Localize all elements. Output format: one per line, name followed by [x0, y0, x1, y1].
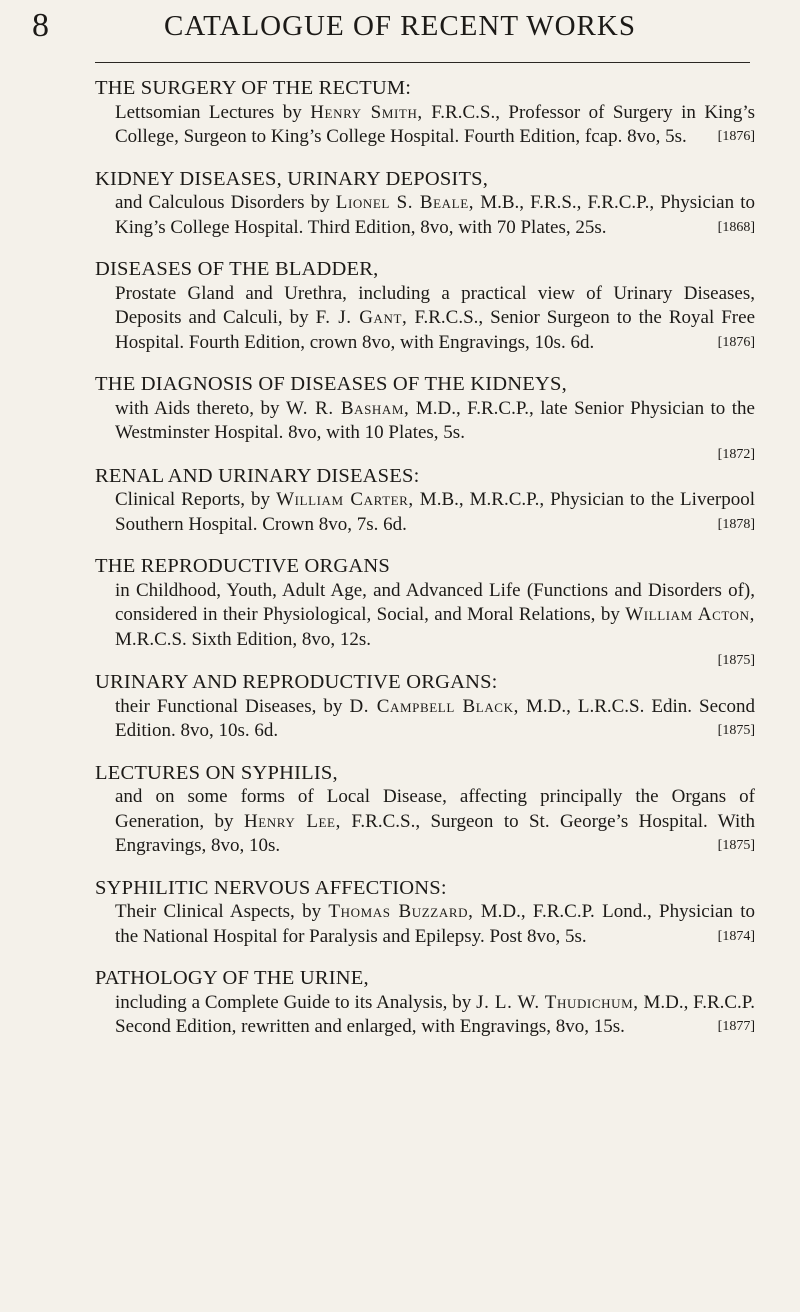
- header-rule: [95, 62, 750, 63]
- entry-text: M.B., F.R.S., F.R.C.P., Physician to King’s College Hospital. Third Edition, 8vo, with 70 Plates, 25s.: [115, 192, 755, 238]
- entry-text: M.R.C.S. Sixth Edition, 8vo, 12s.: [115, 628, 372, 650]
- entry-text: M.D., F.R.C.P. Second Edition, rewritten and enlarged, with Engravings, 8vo, 15s.: [115, 991, 756, 1037]
- entry-year: [1877]: [717, 1019, 755, 1034]
- entry-text: Their Clinical Aspects, by: [115, 901, 329, 922]
- entry-text: Clinical Reports, by: [115, 489, 277, 510]
- entry-year: [1876]: [717, 129, 755, 144]
- entry-description: [95, 900, 755, 949]
- entry-text: M.D., F.R.C.P., late Senior Physician to the Westminster Hospital. 8vo, with 10 Plates, 5s.: [115, 397, 755, 443]
- entry-author: D. Campbell Black,: [349, 695, 519, 717]
- entry-description: [95, 282, 755, 356]
- entry-text: including a Complete Guide to its Analysis, by: [115, 991, 477, 1013]
- entry-description: [95, 397, 755, 446]
- entry-text: and Calculous Disorders by: [115, 192, 336, 213]
- entry-title: SYPHILITIC NERVOUS AFFECTIONS:: [95, 876, 447, 899]
- entry-title: LECTURES ON SYPHILIS,: [95, 761, 338, 784]
- entry-year: [1875]: [717, 653, 755, 668]
- entry-author: J. L. W. Thudichum,: [476, 991, 639, 1013]
- entry-text: in Childhood, Youth, Adult Age, and Advanced Life (Functions and Disorders of), considered in their Physiological, Social, and Moral Relations, by: [115, 579, 755, 625]
- entry-title: THE REPRODUCTIVE ORGANS: [95, 555, 391, 577]
- entry-title: THE SURGERY OF THE RECTUM:: [95, 77, 412, 99]
- entry-text: F.R.C.S., Surgeon to St. George’s Hospital. With Engravings, 8vo, 10s.: [115, 810, 756, 856]
- catalogue-entry: [95, 257, 755, 355]
- entry-text: F.R.C.S., Professor of Surgery in King’s College, Surgeon to King’s College Hospital. Fourth Edition, fcap. 8vo, 5s.: [115, 101, 755, 147]
- catalogue-entry: [95, 966, 755, 1040]
- entry-description: [95, 488, 755, 537]
- catalogue-entries: [95, 76, 755, 1057]
- entry-year: [1875]: [717, 723, 755, 738]
- entry-text: and on some forms of Local Disease, affecting principally the Organs of Generation, by: [115, 786, 755, 832]
- catalogue-entry: [95, 554, 755, 670]
- entry-text: with Aids thereto, by: [115, 397, 286, 419]
- running-head: CATALOGUE OF RECENT WORKS: [164, 10, 636, 42]
- entry-description: [95, 579, 755, 653]
- entry-description: [95, 191, 755, 240]
- catalogue-entry: [95, 372, 755, 464]
- entry-title: RENAL AND URINARY DISEASES:: [95, 464, 420, 487]
- entry-description: [95, 101, 755, 150]
- entry-title: DISEASES OF THE BLADDER,: [95, 258, 379, 280]
- catalogue-entry: [95, 167, 755, 241]
- entry-title: THE DIAGNOSIS OF DISEASES OF THE KIDNEYS,: [95, 373, 567, 395]
- entry-description: [95, 785, 755, 859]
- entry-year: [1868]: [717, 219, 755, 235]
- entry-author: W. R. Basham,: [285, 397, 410, 419]
- catalogue-entry: [95, 670, 755, 744]
- entry-text: Prostate Gland and Urethra, including a practical view of Urinary Diseases, Deposits and Calculi, by: [115, 282, 755, 328]
- entry-title: PATHOLOGY OF THE URINE,: [95, 967, 369, 989]
- entry-author: Henry Lee,: [243, 810, 341, 832]
- entry-text: M.D., F.R.C.P. Lond., Physician to the National Hospital for Paralysis and Epilepsy. Post 8vo, 5s.: [115, 901, 755, 947]
- entry-description: [95, 695, 755, 744]
- entry-author: Thomas Buzzard,: [328, 901, 474, 922]
- entry-author: Henry Smith,: [310, 101, 423, 123]
- entry-year: [1874]: [717, 928, 755, 944]
- catalogue-entry: [95, 876, 755, 950]
- entry-author: Lionel S. Beale,: [335, 192, 475, 213]
- entry-title: URINARY AND REPRODUCTIVE ORGANS:: [95, 671, 498, 693]
- entry-author: F. J. Gant,: [315, 307, 408, 328]
- entry-year: [1878]: [717, 516, 755, 532]
- entry-year: [1875]: [717, 838, 755, 853]
- entry-text: M.B., M.R.C.P., Physician to the Liverpool Southern Hospital. Crown 8vo, 7s. 6d.: [115, 489, 755, 535]
- entry-title: KIDNEY DISEASES, URINARY DEPOSITS,: [95, 167, 489, 190]
- catalogue-entry: [95, 464, 755, 538]
- entry-text: Lettsomian Lectures by: [115, 101, 311, 123]
- entry-description: [95, 991, 755, 1040]
- entry-year: [1876]: [717, 334, 755, 350]
- entry-text: M.D., L.R.C.S. Edin. Second Edition. 8vo, 10s. 6d.: [115, 695, 755, 741]
- catalogue-entry: [95, 76, 755, 150]
- page-number: 8: [32, 7, 49, 44]
- entry-author: William Carter,: [276, 489, 414, 510]
- entry-year: [1872]: [717, 446, 755, 462]
- catalogue-entry: [95, 761, 755, 859]
- entry-author: William Acton,: [625, 604, 755, 625]
- page-header: [0, 0, 800, 60]
- entry-text: their Functional Diseases, by: [115, 695, 350, 717]
- entry-text: F.R.C.S., Senior Surgeon to the Royal Free Hospital. Fourth Edition, crown 8vo, with Engravings, 10s. 6d.: [115, 307, 755, 353]
